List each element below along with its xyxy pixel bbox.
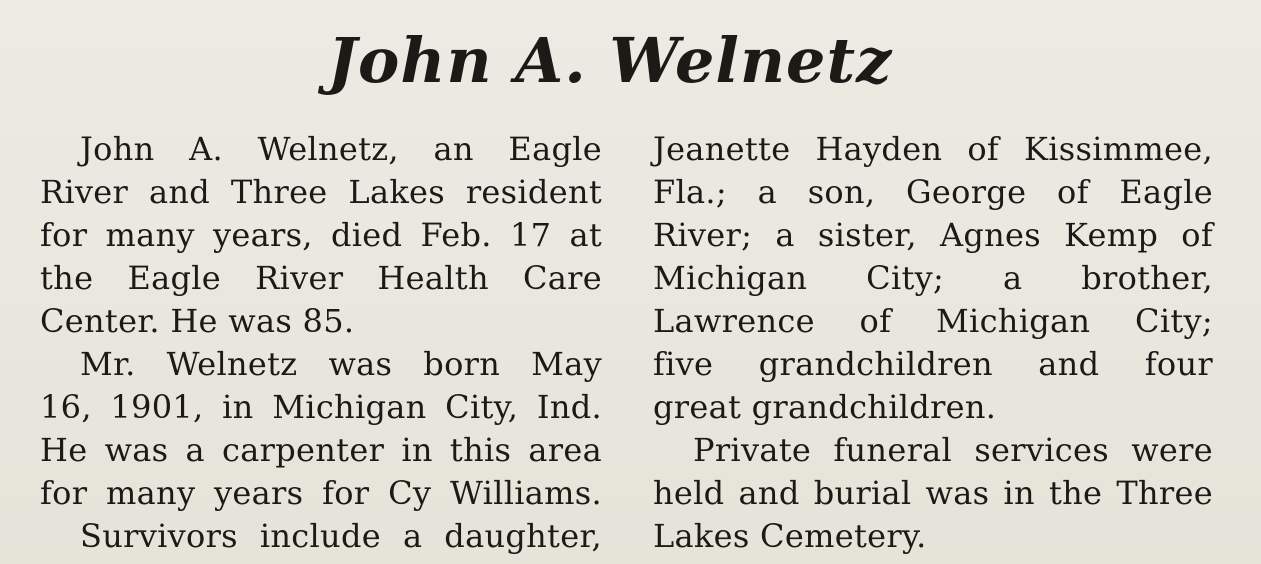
text-line: Michigan City; a brother, [653, 259, 1213, 297]
left-column [40, 128, 602, 558]
text-line: John A. Welnetz, an Eagle [80, 130, 602, 168]
text-line: Fla.; a son, George of Eagle [653, 173, 1213, 211]
text-line: five grandchildren and four [653, 345, 1213, 383]
text-line: great grandchildren. [653, 388, 997, 426]
text-line: River and Three Lakes resident [40, 173, 602, 211]
text-line: Lawrence of Michigan City; [653, 302, 1213, 340]
headline: John A. Welnetz [327, 24, 893, 97]
text-line: Private funeral services were [693, 431, 1213, 469]
text-line: held and burial was in the Three [653, 474, 1213, 512]
text-line: for many years for Cy Williams. [40, 474, 602, 512]
text-line: Mr. Welnetz was born May [80, 345, 602, 383]
text-line: for many years, died Feb. 17 at [40, 216, 602, 254]
text-line: Center. He was 85. [40, 302, 355, 340]
text-line: Lakes Cemetery. [653, 517, 927, 555]
text-line: River; a sister, Agnes Kemp of [653, 216, 1213, 254]
text-line: 16, 1901, in Michigan City, Ind. [40, 388, 602, 426]
text-line: He was a carpenter in this area [40, 431, 602, 469]
text-line: the Eagle River Health Care [40, 259, 602, 297]
text-line: Jeanette Hayden of Kissimmee, [653, 130, 1213, 168]
right-column [653, 128, 1213, 558]
text-line: Survivors include a daughter, [80, 517, 602, 555]
